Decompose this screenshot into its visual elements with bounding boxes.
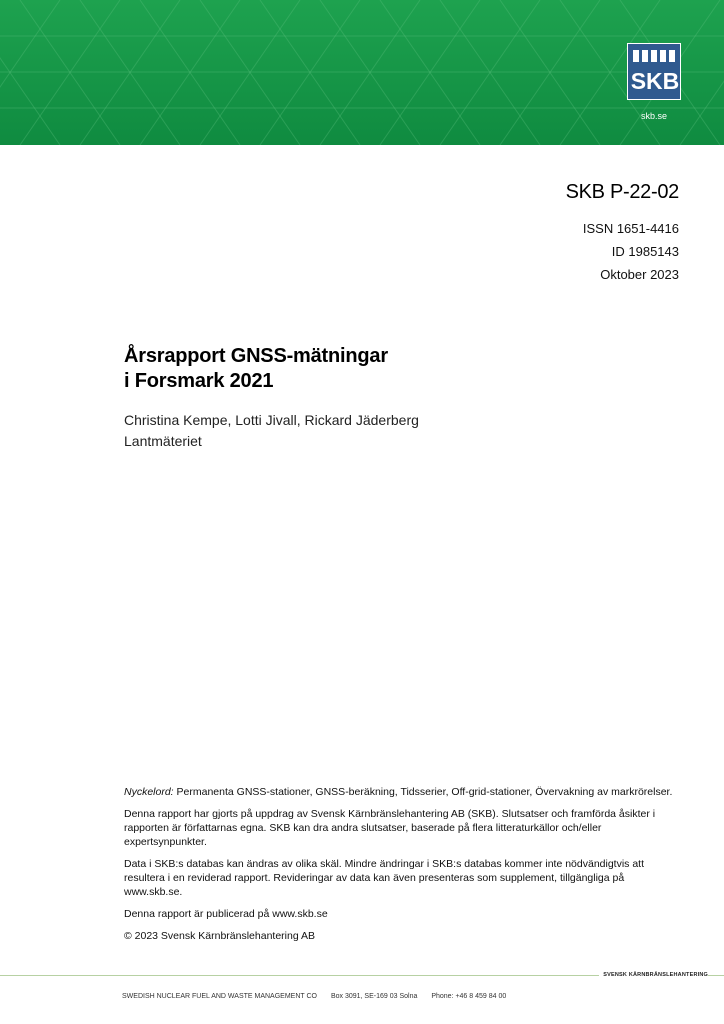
authors-block (124, 410, 419, 452)
footer-address: Box 3091, SE-169 03 Solna (330, 993, 418, 1000)
keywords-label: Nyckelord: (124, 786, 174, 798)
footer-company: SWEDISH NUCLEAR FUEL AND WASTE MANAGEMENT CO (122, 993, 317, 1000)
header-banner (0, 0, 724, 145)
title-line-1: Årsrapport GNSS-mätningar (124, 345, 388, 367)
skb-logo-mark (628, 44, 682, 101)
commission-paragraph: Denna rapport har gjorts på uppdrag av Svensk Kärnbränslehantering AB (SKB). Slutsatser och framförda åsikter i rapporten är författarnas egna. SKB kan dra andra slutsatser, baserade på flera litteraturkällor och/eller expertsynpunkter. (124, 808, 656, 848)
footer (122, 993, 518, 1000)
report-title (124, 344, 388, 394)
database-paragraph: Data i SKB:s databas kan ändras av olika skäl. Mindre ändringar i SKB:s databas kommer inte nödvändigtvis att resultera i en reviderad rapport. Revideringar av data kan även presenteras som supplement, tillgängliga på www.skb.se. (124, 858, 645, 898)
banner-pattern (0, 0, 724, 145)
published-paragraph: Denna rapport är publicerad på www.skb.se (124, 908, 328, 920)
keywords-text: Permanenta GNSS-stationer, GNSS-beräkning, Tidsserier, Off-grid-stationer, Övervakning av markrörelser. (176, 786, 673, 798)
keywords-paragraph (124, 785, 684, 799)
document-id: ID 1985143 (611, 244, 679, 259)
info-block (124, 785, 684, 951)
logo-text: SKB (630, 68, 680, 94)
issn: ISSN 1651-4416 (582, 221, 679, 236)
copyright-paragraph: © 2023 Svensk Kärnbränslehantering AB (124, 930, 316, 942)
footer-rule-label: SVENSK KÄRNBRÄNSLEHANTERING (599, 972, 708, 978)
author-organization: Lantmäteriet (124, 433, 202, 449)
title-line-2: i Forsmark 2021 (124, 370, 274, 392)
publication-date: Oktober 2023 (600, 267, 679, 282)
skb-logo (627, 43, 681, 100)
author-names: Christina Kempe, Lotti Jivall, Rickard Jäderberg (124, 412, 419, 428)
report-number: SKB P-22-02 (565, 181, 679, 203)
footer-phone: Phone: +46 8 459 84 00 (431, 993, 507, 1000)
logo-url[interactable]: skb.se (640, 111, 667, 121)
